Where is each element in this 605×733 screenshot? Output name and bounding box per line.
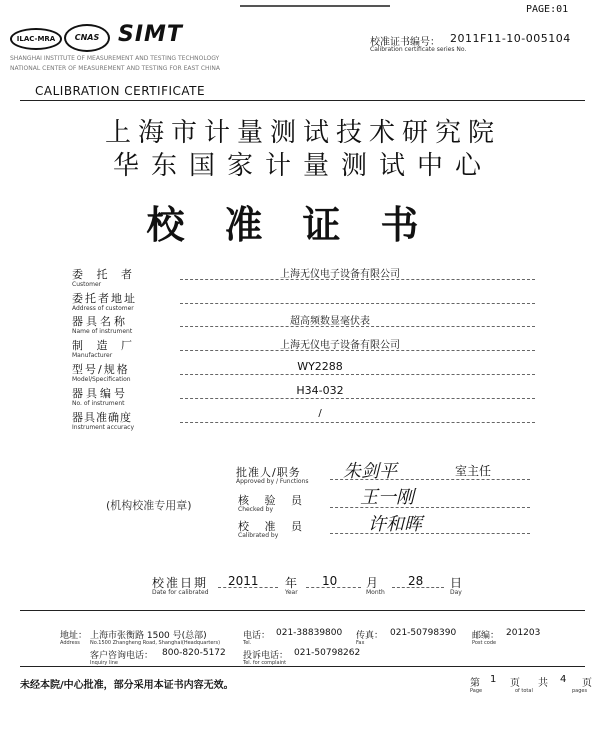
field-label: 制 造 厂 xyxy=(72,339,137,352)
field-label-en: Model/Specification xyxy=(72,376,131,383)
phone-value: 021-38839800 xyxy=(276,628,343,638)
checked-signature: 王一刚 xyxy=(360,487,414,508)
page-gong: 共 xyxy=(538,678,548,689)
date-month-underline xyxy=(306,587,361,588)
field-underline xyxy=(180,326,535,327)
phone-label-en: Tel. xyxy=(243,640,252,646)
checked-label: 核 验 员 xyxy=(238,494,308,507)
inquiry-label: 客户咨询电话： xyxy=(90,651,154,661)
field-value: 超高频数显毫伏表 xyxy=(290,316,370,327)
institute-cn-line-1: 上海市计量测试技术研究院 xyxy=(104,118,501,148)
complaint-label: 投诉电话： xyxy=(243,651,289,661)
checked-underline xyxy=(330,507,530,508)
field-label: 器具名称 xyxy=(72,315,128,328)
approved-title: 室主任 xyxy=(455,464,492,478)
inquiry-label-en: Inquiry line xyxy=(90,660,119,666)
calibrated-label: 校 准 员 xyxy=(238,520,308,533)
field-label-en: Manufacturer xyxy=(72,352,113,359)
date-label-en: Date for calibrated xyxy=(152,589,209,596)
phone-label: 电话： xyxy=(243,631,271,641)
institute-cn-line-2: 华东国家计量测试中心 xyxy=(112,151,493,181)
date-year-en: Year xyxy=(285,589,298,596)
postcode-label-en: Post code xyxy=(472,640,497,646)
calibrated-underline xyxy=(330,533,530,534)
fax-label-en: Fax xyxy=(356,640,365,646)
serial-label: 校准证书编号： xyxy=(370,37,440,48)
inquiry-value: 800-820-5172 xyxy=(162,648,226,658)
date-year-underline xyxy=(218,587,278,588)
field-value: 上海无仪电子设备有限公司 xyxy=(280,269,400,280)
certificate-title: 校准证书 xyxy=(146,202,459,247)
page-total: 4 xyxy=(560,674,567,685)
complaint-label-en: Tel. for complaint xyxy=(243,660,287,666)
institute-en-line-2: NATIONAL CENTER OF MEASUREMENT AND TESTING FOR EAST CHINA xyxy=(10,65,220,72)
approved-signature: 朱剑平 xyxy=(343,461,397,482)
calibrated-label-en: Calibrated by xyxy=(238,532,279,539)
page-en-of: of total xyxy=(515,688,533,694)
field-underline xyxy=(180,303,535,304)
serial-value: 2011F11-10-005104 xyxy=(450,32,571,45)
date-day-cn: 日 xyxy=(450,576,463,590)
field-label: 委托者地址 xyxy=(72,292,137,305)
postcode-label: 邮编： xyxy=(472,631,500,641)
field-label: 型号/规格 xyxy=(72,363,130,376)
serial-label-en: Calibration certificate series No. xyxy=(370,46,467,53)
page-en-page: Page xyxy=(470,688,483,694)
field-label-en: Name of instrument xyxy=(72,328,133,335)
field-underline xyxy=(180,350,535,351)
fax-value: 021-50798390 xyxy=(390,628,457,638)
date-day-en: Day xyxy=(450,589,462,596)
date-label: 校准日期 xyxy=(152,576,209,590)
scan-artifact-line xyxy=(240,5,390,7)
cnas-logo: CNAS xyxy=(64,24,110,52)
page-ye-1: 页 xyxy=(510,678,520,689)
field-label: 器具编号 xyxy=(72,387,128,400)
fax-label: 传真： xyxy=(356,631,384,641)
certificate-type-en: CALIBRATION CERTIFICATE xyxy=(35,84,206,98)
date-month-cn: 月 xyxy=(366,576,379,590)
field-label-en: Customer xyxy=(72,281,102,288)
field-label: 器具准确度 xyxy=(72,411,132,424)
footer-notice: 未经本院/中心批准，部分采用本证书内容无效。 xyxy=(20,680,234,691)
approved-underline xyxy=(330,479,530,480)
complaint-value: 021-50798262 xyxy=(294,648,361,658)
date-day: 28 xyxy=(408,574,424,588)
date-month: 10 xyxy=(322,574,338,588)
footer-divider-top xyxy=(20,610,585,611)
date-year-cn: 年 xyxy=(285,576,298,590)
field-underline xyxy=(180,398,535,399)
field-label-en: Instrument accuracy xyxy=(72,424,134,431)
field-label-en: No. of instrument xyxy=(72,400,125,407)
field-label: 委 托 者 xyxy=(72,268,137,281)
field-value: WY2288 xyxy=(297,360,343,373)
field-underline xyxy=(180,422,535,423)
footer-divider-bottom xyxy=(20,666,585,667)
field-value: H34-032 xyxy=(296,384,344,397)
field-underline xyxy=(180,374,535,375)
header-divider xyxy=(20,100,585,101)
field-value: / xyxy=(318,408,322,419)
institution-stamp-label: (机构校准专用章) xyxy=(106,499,192,512)
ilac-mra-logo: ILAC-MRA xyxy=(10,28,62,50)
date-year: 2011 xyxy=(228,574,259,588)
field-label-en: Address of customer xyxy=(72,305,134,312)
institute-en-line-1: SHANGHAI INSTITUTE OF MEASUREMENT AND TESTING TECHNOLOGY xyxy=(10,55,220,62)
page-ye-2: 页 xyxy=(582,678,592,689)
page-en-pages: pages xyxy=(572,688,588,694)
field-value: 上海无仪电子设备有限公司 xyxy=(280,340,400,351)
simt-logo: SIMT xyxy=(118,22,183,47)
date-month-en: Month xyxy=(366,589,385,596)
page-di: 第 xyxy=(470,678,480,689)
field-underline xyxy=(180,279,535,280)
address-value: 上海市张衡路 1500 号(总部) xyxy=(90,631,207,641)
date-day-underline xyxy=(392,587,444,588)
calibrated-signature: 许和晖 xyxy=(368,514,422,535)
approved-label: 批准人/职务 xyxy=(236,466,301,479)
checked-label-en: Checked by xyxy=(238,506,274,513)
postcode-value: 201203 xyxy=(506,628,541,638)
address-label: 地址： xyxy=(60,631,88,641)
approved-label-en: Approved by / Functions xyxy=(236,478,309,485)
page-marker: PAGE:01 xyxy=(526,4,569,15)
address-value-en: No.1500 Zhangheng Road, Shanghai(Headquarters) xyxy=(90,640,221,646)
address-label-en: Address xyxy=(60,640,80,646)
page-current: 1 xyxy=(490,674,497,685)
